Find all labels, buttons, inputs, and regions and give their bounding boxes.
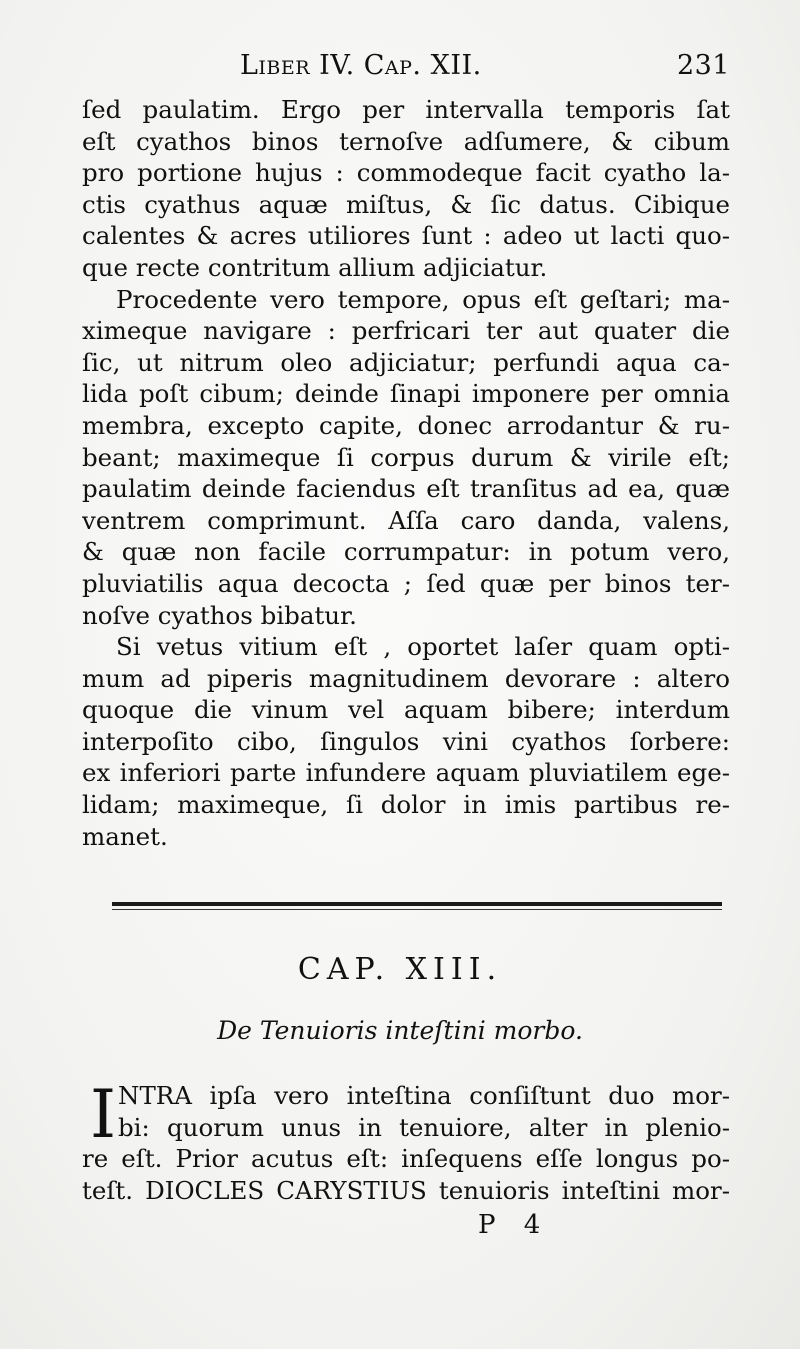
text-line: ſic, ut nitrum oleo adjiciatur; perfundi aqua ca- xyxy=(82,347,730,377)
text-line: calentes & acres utiliores ſunt : adeo ut lacti quo- xyxy=(82,221,730,251)
page-number: 231 xyxy=(676,50,730,81)
text-line: membra, excepto capite, donec arrodantur & ru- xyxy=(82,410,730,440)
text-line: Si vetus vitium eſt , oportet laſer quam opti- xyxy=(116,632,730,662)
text-line: ſed paulatim. Ergo per intervalla temporis ſat xyxy=(82,95,730,124)
text-line: ventrem comprimunt. Aſſa caro danda, valens, xyxy=(82,505,730,535)
text-line: & quæ non facile corrumpatur: in potum vero, xyxy=(82,537,730,567)
text-line: quoque die vinum vel aquam bibere; interdum xyxy=(82,695,730,725)
text-line: re eſt. Prior acutus eſt: inſequens eſſe longus po- xyxy=(82,1144,730,1174)
text-line: NTRA ipſa vero inteſtina conſiſtunt duo mor- xyxy=(118,1081,730,1110)
text-line: lidam; maximeque, ſi dolor in imis partibus re- xyxy=(82,790,730,820)
text-line: manet. xyxy=(82,821,168,851)
drop-cap: I xyxy=(90,1076,117,1153)
text-line: lida poſt cibum; deinde ſinapi imponere per omnia xyxy=(82,379,730,409)
text-line: eſt cyathos binos ternoſve adſumere, & cibum xyxy=(82,126,730,156)
text-line: pro portione hujus : commodeque facit cyatho la- xyxy=(82,158,730,188)
page-header xyxy=(90,50,730,86)
text-line: paulatim deinde faciendus eſt tranſitus ad ea, quæ xyxy=(82,474,730,504)
signature-mark: P 4 xyxy=(478,1210,551,1240)
text-line: ex inferiori parte infundere aquam pluviatilem ege- xyxy=(82,758,730,788)
text-line: noſve cyathos bibatur. xyxy=(82,600,357,630)
text-line: ctis cyathus aquæ miſtus, & ſic datus. Cibique xyxy=(82,189,730,219)
text-line: bi: quorum unus in tenuiore, alter in plenio- xyxy=(118,1112,730,1142)
text-line: pluviatilis aqua decocta ; ſed quæ per binos ter- xyxy=(82,568,730,598)
body-text-block xyxy=(82,94,730,852)
running-title: Liber IV. Cap. XII. xyxy=(240,50,482,81)
text-line: ximeque navigare : perfricari ter aut quater die xyxy=(82,316,730,346)
chapter-heading: CAP. XIII. xyxy=(297,952,503,987)
text-line: beant; maximeque ſi corpus durum & virile eſt; xyxy=(82,442,730,472)
chapter-text-block xyxy=(82,1076,730,1206)
section-divider-thin xyxy=(112,909,722,910)
chapter-subtitle: De Tenuioris inteſtini morbo. xyxy=(217,1016,583,1045)
text-line: teſt. DIOCLES CARYSTIUS tenuioris inteſtini mor- xyxy=(82,1175,730,1205)
text-line: interpoſito cibo, ſingulos vini cyathos ſorbere: xyxy=(82,726,730,756)
section-divider xyxy=(112,902,722,906)
text-line: que recte contritum allium adjiciatur. xyxy=(82,252,548,282)
text-line: Procedente vero tempore, opus eſt geſtari; ma- xyxy=(116,284,730,314)
text-line: mum ad piperis magnitudinem devorare : altero xyxy=(82,663,730,693)
